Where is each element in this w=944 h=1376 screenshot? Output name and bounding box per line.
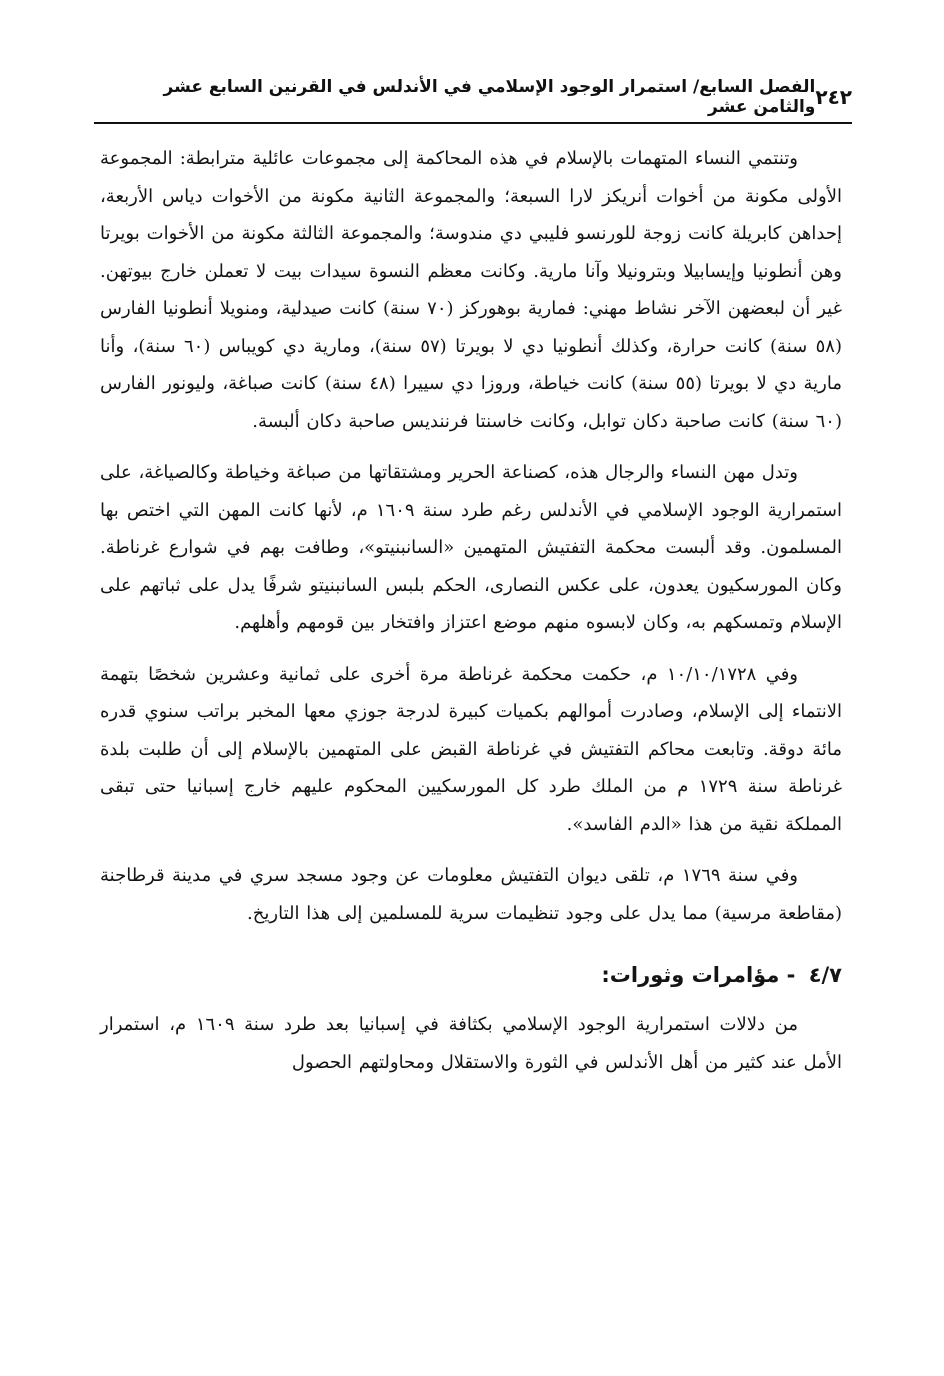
paragraph-1728-trial: وفي ١٠/١٠/١٧٢٨ م، حكمت محكمة غرناطة مرة أخرى على ثمانية وعشرين شخصًا بتهمة الانتماء إلى الإسلام، وصادرت أموالهم بكميات كبيرة لدرجة جوزي معها المخبر براتب سنوي قدره مائة دوقة. وتابعت محاكم التفتيش في غرناطة القبض على المتهمين بالإسلام إلى أن طلبت بلدة غرناطة سنة ١٧٢٩ م من الملك طرد كل المورسكيين المحكوم عليهم خارج إسبانيا حتى تبقى المملكة نقية من هذا «الدم الفاسد». bbox=[100, 663, 842, 835]
running-title: الفصل السابع/ استمرار الوجود الإسلامي في الأندلس في القرنين السابع عشر والثامن عشر bbox=[163, 77, 816, 117]
header-rule bbox=[94, 122, 852, 124]
paragraph-women-families: وتنتمي النساء المتهمات بالإسلام في هذه المحاكمة إلى مجموعات عائلية مترابطة: المجموعة الأولى مكونة من أخوات أنريكز لارا السبعة؛ والمجموعة الثانية مكونة من الأخوات دياس الأربعة، إحداهن كابريلة كانت زوجة للورنسو فليبي دي مندوسة؛ والمجموعة الثالثة مكونة من الأخوات بويرتا وهن أنطونيا وإيسابيلا وبترونيلا وآنا مارية. وكانت معظم النسوة سيدات بيت لا تعملن خارج بيوتهن. غير أن لبعضهن الآخر نشاط مهني: فمارية بوهوركز (٧٠ سنة) كانت صيدلية، ومنويلا أنطونيا الفارس (٥٨ سنة) كانت حرارة، وكذلك أنطونيا دي لا بويرتا (٥٧ سنة)، ومارية دي كويباس (٦٠ سنة)، وأنا مارية دي لا بويرتا (٥٥ سنة) كانت خياطة، وروزا دي سييرا (٤٨ سنة) كانت صباغة، وليونور الفارس (٦٠ سنة) كانت صاحبة دكان توابل، وكانت خاسنتا فرننديس صاحبة دكان ألبسة. bbox=[100, 148, 842, 432]
page-number: ٢٤٢ bbox=[815, 85, 852, 109]
paragraph-conspiracies: من دلالات استمرارية الوجود الإسلامي بكثافة في إسبانيا بعد طرد سنة ١٦٠٩ م، استمرار الأمل عند كثير من أهل الأندلس في الثورة والاستقلال ومحاولتهم الحصول bbox=[100, 1014, 842, 1073]
paragraph-professions: وتدل مهن النساء والرجال هذه، كصناعة الحرير ومشتقاتها من صباغة وخياطة وكالصياغة، على استمرارية الوجود الإسلامي في الأندلس رغم طرد سنة ١٦٠٩ م، لأنها كانت المهن التي اختص بها المسلمون. وقد ألبست محكمة التفتيش المتهمين «السانبنيتو»، وطافت بهم في شوارع غرناطة. وكان المورسكيون يعدون، على عكس النصارى، الحكم بلبس السانبنيتو شرفًا يدل على ثباتهم على الإسلام وتمسكهم به، وكان لابسوه منهم موضع اعتزاز وافتخار بين قومهم وأهلهم. bbox=[100, 462, 842, 633]
running-header bbox=[96, 77, 852, 117]
section-number: ٤/٧ bbox=[808, 963, 842, 987]
section-heading bbox=[100, 958, 842, 992]
section-title: - مؤامرات وثورات: bbox=[601, 963, 796, 987]
body-text bbox=[100, 140, 842, 1095]
paragraph-1769-mosque: وفي سنة ١٧٦٩ م، تلقى ديوان التفتيش معلومات عن وجود مسجد سري في مدينة قرطاجنة (مقاطعة مرسية) مما يدل على وجود تنظيمات سرية للمسلمين إلى هذا التاريخ. bbox=[100, 865, 842, 924]
